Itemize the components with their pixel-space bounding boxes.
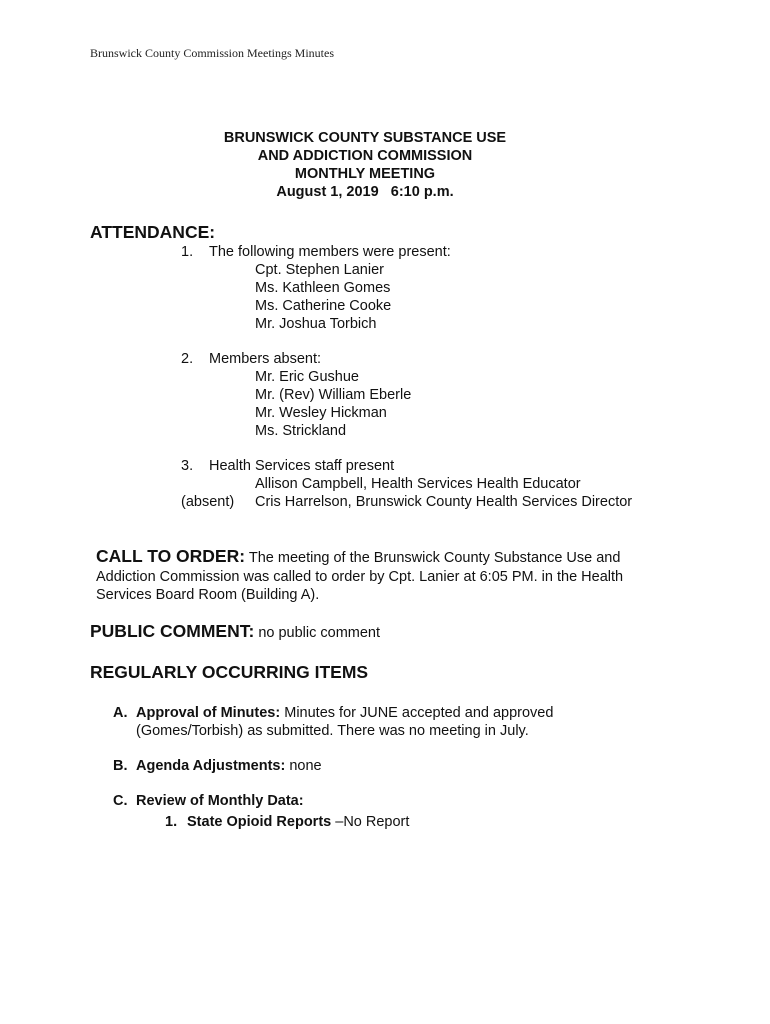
item-a-line-1 bbox=[136, 704, 553, 722]
call-to-order-colon: : bbox=[239, 546, 246, 566]
attendance-heading: ATTENDANCE: bbox=[90, 222, 216, 242]
call-to-order-text-line-1: The meeting of the Brunswick County Substance Use and bbox=[248, 550, 621, 566]
state-opioid-reports-text: –No Report bbox=[335, 814, 410, 830]
call-to-order-heading: CALL TO ORDER bbox=[96, 546, 240, 566]
title-line-2: AND ADDICTION COMMISSION bbox=[257, 148, 473, 164]
present-member: Cpt. Stephen Lanier bbox=[255, 262, 384, 278]
attendance-item-number-3: 3. bbox=[181, 458, 194, 474]
staff-member: Allison Campbell, Health Services Health Educator bbox=[255, 476, 581, 492]
staff-member: Cris Harrelson, Brunswick County Health Services Director bbox=[255, 494, 633, 510]
present-member: Mr. Joshua Torbich bbox=[255, 316, 377, 332]
members-present-label: The following members were present: bbox=[209, 244, 451, 260]
item-a-letter: A. bbox=[113, 705, 128, 721]
public-comment-heading: PUBLIC COMMENT: bbox=[90, 621, 255, 641]
call-to-order-paragraph bbox=[96, 547, 620, 567]
absent-member: Ms. Strickland bbox=[255, 423, 347, 439]
public-comment-paragraph bbox=[90, 622, 380, 642]
meeting-date-time: August 1, 2019 6:10 p.m. bbox=[276, 184, 454, 200]
attendance-item-number-2: 2. bbox=[181, 351, 194, 367]
call-to-order-text-line-2: Addiction Commission was called to order by Cpt. Lanier at 6:05 PM. in the Health bbox=[96, 569, 624, 585]
state-opioid-reports-label: State Opioid Reports bbox=[187, 814, 332, 830]
title-line-3: MONTHLY MEETING bbox=[294, 166, 436, 182]
item-c1-number: 1. bbox=[165, 814, 178, 830]
agenda-adjustments-text: none bbox=[289, 758, 322, 774]
review-of-monthly-data-label: Review of Monthly Data: bbox=[136, 793, 304, 809]
public-comment-text: no public comment bbox=[258, 625, 381, 641]
item-c1-line bbox=[187, 813, 409, 831]
approval-of-minutes-text: Minutes for JUNE accepted and approved bbox=[284, 705, 554, 721]
present-member: Ms. Kathleen Gomes bbox=[255, 280, 391, 296]
staff-present-label: Health Services staff present bbox=[209, 458, 395, 474]
agenda-adjustments-label: Agenda Adjustments: bbox=[136, 758, 286, 774]
attendance-item-number-1: 1. bbox=[181, 244, 194, 260]
staff-absent-marker: (absent) bbox=[181, 494, 235, 510]
regular-items-heading: REGULARLY OCCURRING ITEMS bbox=[90, 662, 369, 682]
title-line-1: BRUNSWICK COUNTY SUBSTANCE USE bbox=[223, 130, 507, 146]
absent-member: Mr. Eric Gushue bbox=[255, 369, 359, 385]
members-absent-label: Members absent: bbox=[209, 351, 322, 367]
running-header: Brunswick County Commission Meetings Minutes bbox=[90, 46, 335, 60]
item-a-line-2: (Gomes/Torbish) as submitted. There was no meeting in July. bbox=[136, 723, 529, 739]
item-c-letter: C. bbox=[113, 793, 128, 809]
call-to-order-text-line-3: Services Board Room (Building A). bbox=[96, 587, 320, 603]
absent-member: Mr. Wesley Hickman bbox=[255, 405, 387, 421]
item-b-line bbox=[136, 757, 322, 775]
meeting-title-block bbox=[0, 129, 730, 201]
approval-of-minutes-label: Approval of Minutes: bbox=[136, 705, 281, 721]
item-b-letter: B. bbox=[113, 758, 128, 774]
present-member: Ms. Catherine Cooke bbox=[255, 298, 392, 314]
absent-member: Mr. (Rev) William Eberle bbox=[255, 387, 412, 403]
